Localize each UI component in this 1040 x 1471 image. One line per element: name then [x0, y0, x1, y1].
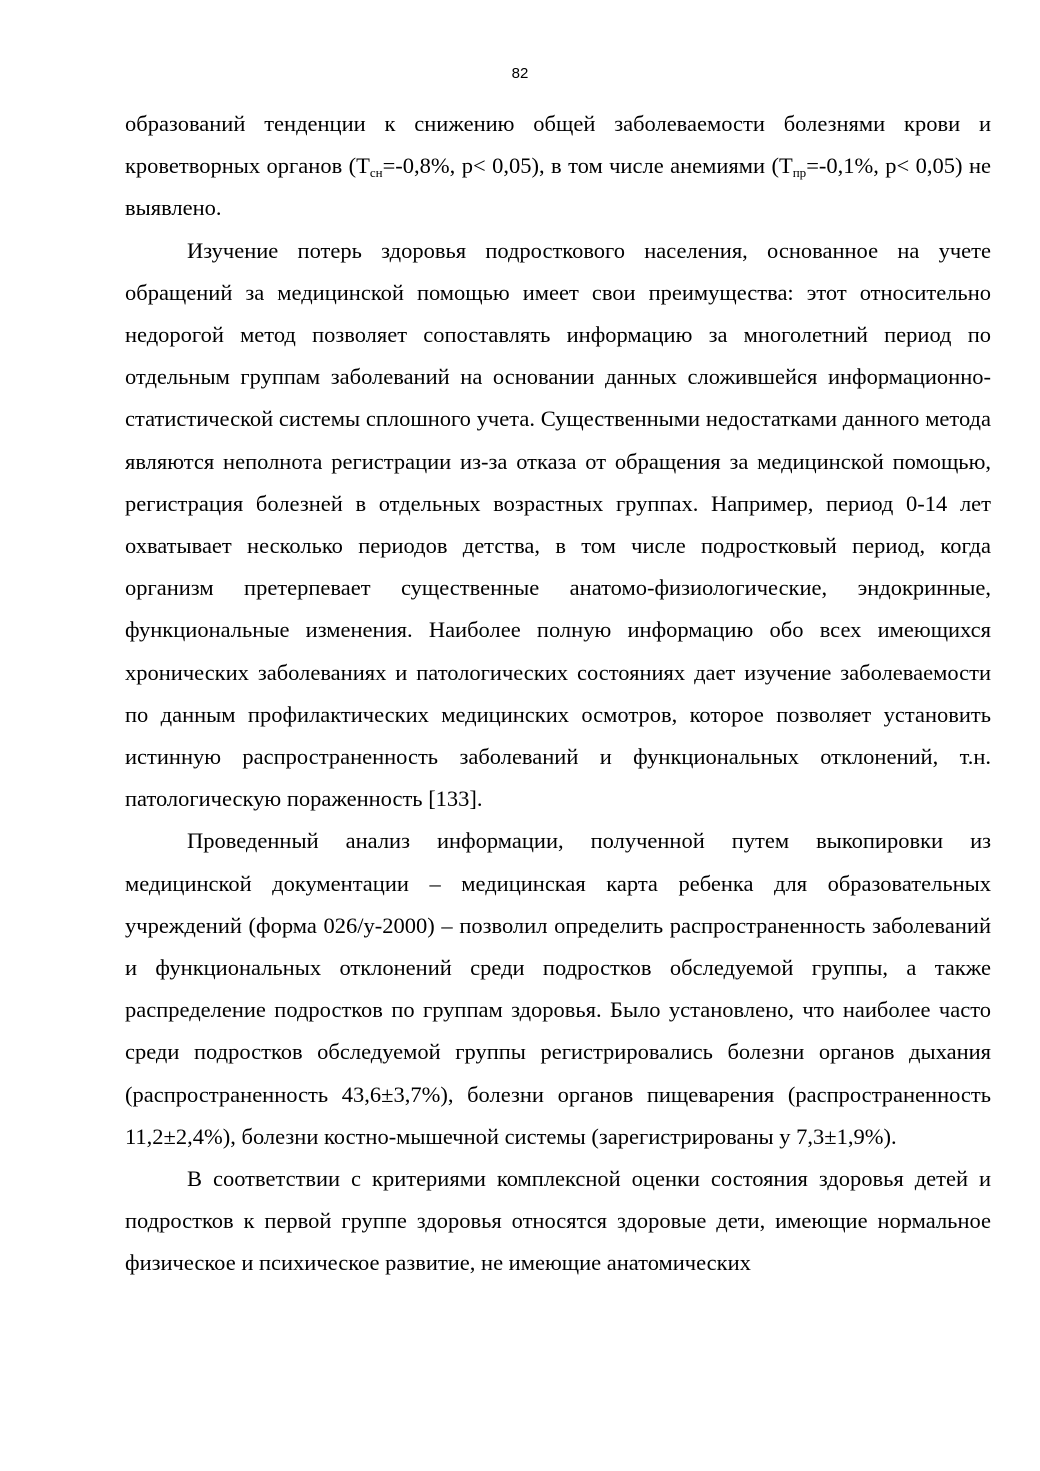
page-number: 82: [511, 65, 529, 82]
paragraph-continuation: [125, 103, 991, 230]
paragraph-analysis-results: Проведенный анализ информации, полученной путем выкопировки из медицинской документации – медицинская карта ребенка для образовательных учреждений (форма 026/у-2000) – позволил определить распространенность заболеваний и функциональных отклонений среди подростков обследуемой группы, а также распределение подростков по группам здоровья. Было установлено, что наиболее часто среди подростков обследуемой группы регистрировались болезни органов дыхания (распространенность 43,6±3,7%), болезни органов пищеварения (распространенность 11,2±2,4%), болезни костно-мышечной системы (зарегистрированы у 7,3±1,9%).: [125, 828, 991, 1149]
paragraph-1-text-c: =-0,1%, р< 0,05) не выявлено.: [125, 153, 992, 221]
subscript-sn: сн: [369, 165, 383, 181]
paragraph-health-loss-study: Изучение потерь здоровья подросткового населения, основанное на учете обращений за медицинской помощью имеет свои преимущества: этот относительно недорогой метод позволяет сопоставлять информацию за многолетний период по отдельным группам заболеваний на основании данных сложившейся информационно-статистической системы сплошного учета. Существенными недостатками данного метода являются неполнота регистрации из-за отказа от обращения за медицинской помощью, регистрация болезней в отдельных возрастных группах. Например, период 0-14 лет охватывает несколько периодов детства, в том числе подростковый период, когда организм претерпевает существенные анатомо-физиологические, эндокринные, функциональные изменения. Наиболее полную информацию обо всех имеющихся хронических заболеваниях и патологических состояниях дает изучение заболеваемости по данным профилактических медицинских осмотров, которое позволяет установить истинную распространенность заболеваний и функциональных отклонений, т.н. патологическую пораженность [133].: [125, 237, 991, 812]
subscript-pr: пр: [792, 165, 807, 181]
paragraph-1-text-b: =-0,8%, р< 0,05), в том числе анемиями (Т: [382, 153, 793, 179]
paragraph-health-groups: В соответствии с критериями комплексной оценки состояния здоровья детей и подростков к первой группе здоровья относятся здоровые дети, имеющие нормальное физическое и психическое развитие, не имеющие анатомических: [125, 1166, 991, 1276]
body-text: [125, 103, 991, 1285]
paragraph-1-text-a: образований тенденции к снижению общей заболеваемости болезнями крови и кроветворных органов (Т: [125, 111, 991, 179]
